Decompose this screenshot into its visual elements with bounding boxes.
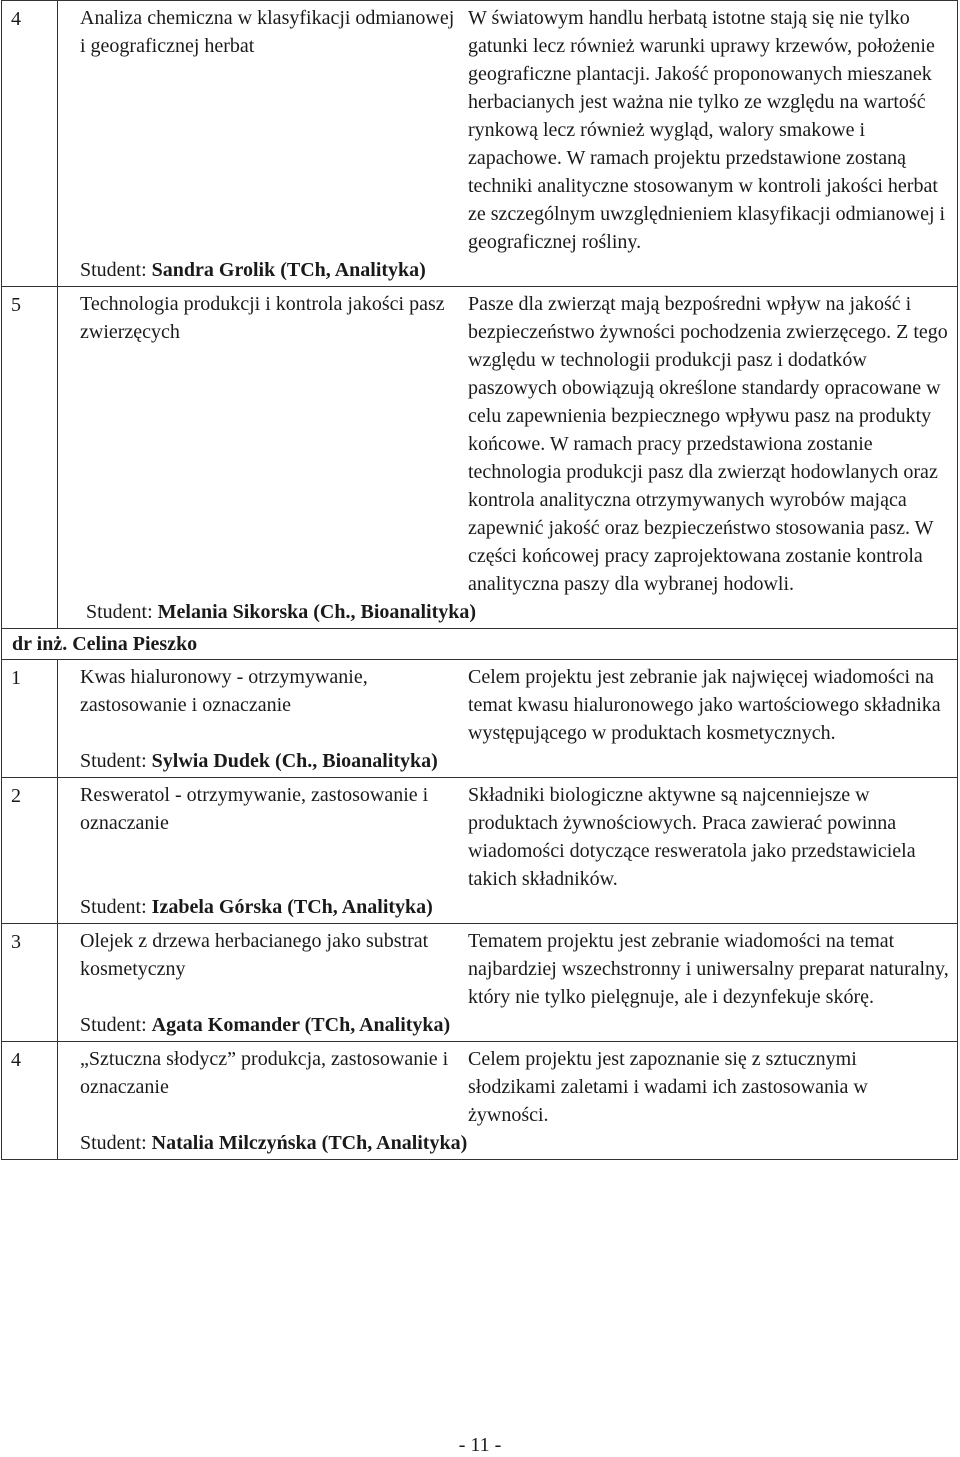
student-line [58, 893, 957, 923]
topic-body [58, 1042, 957, 1129]
student-name: Sylwia Dudek (Ch., Bioanalityka) [151, 750, 438, 772]
topic-number: 3 [2, 924, 58, 1042]
topic-content [58, 1042, 958, 1160]
student-prefix: Student: [80, 896, 152, 918]
student-prefix: Student: [80, 1014, 152, 1036]
table-row [2, 1042, 958, 1160]
topic-description: Celem projektu jest zapoznanie się z sztucznymi słodzikami zaletami i wadami ich zastosowania w żywności. [468, 1048, 868, 1126]
topic-content [58, 1, 958, 287]
topic-description: Celem projektu jest zebranie jak najwięcej wiadomości na temat kwasu hialuronowego jako wartościowego składnika występującego w produktach kosmetycznych. [468, 666, 941, 744]
student-name: Sandra Grolik (TCh, Analityka) [151, 259, 426, 281]
page-number: - 11 - [458, 1434, 502, 1456]
topic-body [58, 924, 957, 1011]
topic-body [58, 660, 957, 747]
student-line [58, 1011, 957, 1041]
supervisor-name [2, 629, 958, 660]
topic-content [58, 778, 958, 924]
topic-content [58, 287, 958, 629]
student-line [58, 256, 957, 286]
supervisor-row [2, 629, 958, 660]
topic-content [58, 924, 958, 1042]
student-line [58, 1129, 957, 1159]
student-name: Izabela Górska (TCh, Analityka) [151, 896, 433, 918]
table-row [2, 287, 958, 629]
topic-number: 4 [2, 1, 58, 287]
topic-content [58, 660, 958, 778]
student-prefix: Student: [80, 750, 152, 772]
topic-title: Analiza chemiczna w klasyfikacji odmianowej i geograficznej herbat [80, 7, 455, 57]
topic-body [58, 1, 957, 256]
topic-number: 1 [2, 660, 58, 778]
student-line [58, 598, 957, 628]
table-row [2, 660, 958, 778]
student-prefix: Student: [80, 1132, 152, 1154]
topic-description: W światowym handlu herbatą istotne stają się nie tylko gatunki lecz również warunki uprawy krzewów, położenie geograficzne plantacji. Jakość proponowanych mieszanek herbacianych jest ważna nie tylko ze względu na wartość rynkową lecz również wygląd, walory smakowe i zapachowe. W ramach projektu przedstawione zostaną techniki analityczne stosowanym w kontroli jakości herbat ze szczególnym uwzględnieniem klasyfikacji odmianowej i geograficznej rośliny. [468, 7, 946, 253]
student-prefix: Student: [80, 259, 152, 281]
topic-title: Kwas hialuronowy - otrzymywanie, zastosowanie i oznaczanie [80, 666, 368, 716]
student-name: Melania Sikorska (Ch., Bioanalityka) [157, 601, 477, 623]
topic-number: 2 [2, 778, 58, 924]
topic-number: 5 [2, 287, 58, 629]
student-name: Natalia Milczyńska (TCh, Analityka) [151, 1132, 468, 1154]
topics-table [1, 0, 958, 1160]
student-prefix: Student: [86, 601, 158, 623]
student-line [58, 747, 957, 777]
topic-description: Tematem projektu jest zebranie wiadomości na temat najbardziej wszechstronny i uniwersalny preparat naturalny, który nie tylko pielęgnuje, ale i dezynfekuje skórę. [468, 930, 949, 1008]
supervisor-name-text: dr inż. Celina Pieszko [12, 633, 198, 655]
topic-title: Resweratol - otrzymywanie, zastosowanie i oznaczanie [80, 784, 429, 834]
topic-body [58, 778, 957, 893]
table-row [2, 778, 958, 924]
topic-title: „Sztuczna słodycz” produkcja, zastosowanie i oznaczanie [80, 1048, 449, 1098]
topic-description: Pasze dla zwierząt mają bezpośredni wpływ na jakość i bezpieczeństwo żywności pochodzenia zwierzęcego. Z tego względu w technologii produkcji pasz i dodatków paszowych obowiązują określone standardy opracowane w celu zapewnienia bezpiecznego wpływu pasz na produkty końcowe. W ramach pracy przedstawiona zostanie technologia produkcji pasz dla zwierząt hodowlanych oraz kontrola analityczna otrzymywanych wyrobów mająca zapewnić jakość oraz bezpieczeństwo stosowania pasz. W części końcowej pracy zaprojektowana zostanie kontrola analityczna paszy dla wybranej hodowli. [468, 293, 948, 595]
topic-body [58, 287, 957, 598]
topic-number: 4 [2, 1042, 58, 1160]
topic-description: Składniki biologiczne aktywne są najcenniejsze w produktach żywnościowych. Praca zawierać powinna wiadomości dotyczące resweratola jako przedstawiciela takich składników. [468, 784, 916, 890]
topic-title: Olejek z drzewa herbacianego jako substrat kosmetyczny [80, 930, 429, 980]
table-row [2, 924, 958, 1042]
topic-title: Technologia produkcji i kontrola jakości pasz zwierzęcych [80, 293, 445, 343]
student-name: Agata Komander (TCh, Analityka) [151, 1014, 451, 1036]
table-row [2, 1, 958, 287]
